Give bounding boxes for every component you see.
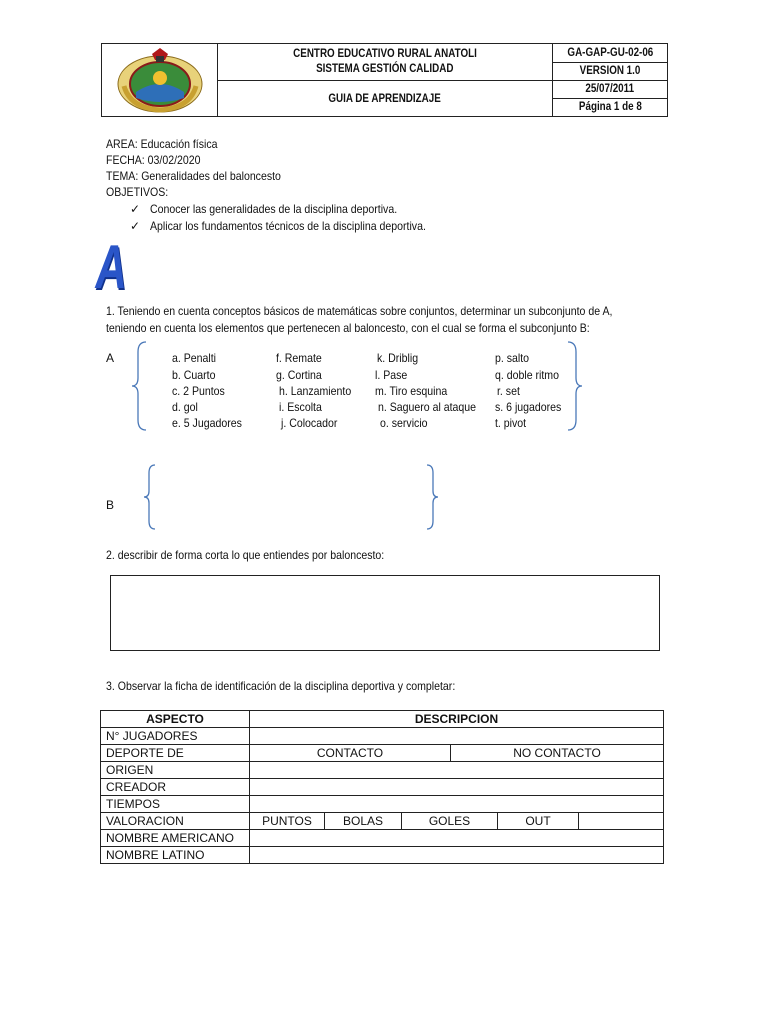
section-a-badge [91, 233, 140, 302]
table-row [101, 728, 664, 745]
row-label: NOMBRE LATINO [101, 847, 250, 864]
set-element: g. Cortina [276, 368, 322, 382]
set-a-label: A [106, 351, 115, 365]
row-label: TIEMPOS [101, 796, 250, 813]
school-crest-logo [116, 46, 204, 116]
checkmark-icon: ✓ [130, 219, 141, 233]
option-contacto[interactable]: CONTACTO [250, 745, 451, 761]
set-element: m. Tiro esquina [375, 384, 448, 398]
objective-item [130, 201, 431, 217]
row-label: DEPORTE DE [101, 745, 250, 762]
school-name: CENTRO EDUCATIVO RURAL ANATOLI [292, 46, 477, 60]
system-name: SISTEMA GESTIÓN CALIDAD [315, 61, 454, 75]
set-a-right-brace [564, 340, 584, 432]
set-element: e. 5 Jugadores [172, 416, 242, 430]
set-element: c. 2 Puntos [172, 384, 225, 398]
set-element: t. pivot [495, 416, 527, 430]
sport-identification-table [100, 710, 664, 864]
set-element: f. Remate [276, 351, 322, 365]
set-element: r. set [497, 384, 520, 398]
set-element: i. Escolta [279, 400, 322, 414]
answer-cell[interactable] [250, 762, 664, 779]
set-element: p. salto [495, 351, 530, 365]
objective-text: Conocer las generalidades de la disciplina deportiva. [150, 202, 398, 216]
table-row [101, 796, 664, 813]
deporte-de-options [250, 745, 664, 762]
set-b-left-brace [142, 463, 158, 531]
answer-cell[interactable] [250, 830, 664, 847]
question-2-text: 2. describir de forma corta lo que entiendes por baloncesto: [106, 548, 385, 562]
option-blank[interactable] [579, 813, 664, 829]
set-element: l. Pase [375, 368, 408, 382]
set-b-answer-area[interactable] [160, 466, 422, 528]
set-element: b. Cuarto [172, 368, 216, 382]
row-label: VALORACION [101, 813, 250, 830]
document-code: GA-GAP-GU-02-06 [567, 45, 653, 59]
objective-text: Aplicar los fundamentos técnicos de la disciplina deportiva. [150, 219, 426, 233]
objetivos-label: OBJETIVOS: [106, 185, 169, 199]
set-element: o. servicio [380, 416, 428, 430]
option-bolas[interactable]: BOLAS [325, 813, 402, 829]
set-element: h. Lanzamiento [279, 384, 352, 398]
row-label: NOMBRE AMERICANO [101, 830, 250, 847]
section-a-letter: A [91, 233, 132, 302]
row-label: ORIGEN [101, 762, 250, 779]
row-label: N° JUGADORES [101, 728, 250, 745]
question-1-line-1: 1. Teniendo en cuenta conceptos básicos de matemáticas sobre conjuntos, determinar un subconjunto de A, [106, 304, 613, 318]
document-header [101, 43, 668, 117]
checkmark-icon: ✓ [130, 202, 141, 216]
table-header-aspecto: ASPECTO [101, 711, 250, 728]
answer-cell[interactable] [250, 779, 664, 796]
answer-cell[interactable] [250, 728, 664, 745]
document-title: GUIA DE APRENDIZAJE [328, 91, 441, 105]
valoracion-options [250, 813, 664, 830]
page-number: Página 1 de 8 [578, 99, 642, 113]
question-1-line-2: teniendo en cuenta los elementos que pertenecen al baloncesto, con el cual se forma el subconjunto B: [106, 321, 590, 335]
tema-line: TEMA: Generalidades del baloncesto [106, 169, 281, 183]
document-date: 25/07/2011 [585, 81, 635, 95]
set-element: a. Penalti [172, 351, 217, 365]
set-element: j. Colocador [281, 416, 338, 430]
set-a-left-brace [130, 340, 150, 432]
table-header-row [101, 711, 664, 728]
set-element: q. doble ritmo [495, 368, 559, 382]
option-out[interactable]: OUT [498, 813, 579, 829]
set-b-right-brace [424, 463, 440, 531]
option-no-contacto[interactable]: NO CONTACTO [513, 746, 601, 760]
fecha-line: FECHA: 03/02/2020 [106, 153, 201, 167]
table-row [101, 779, 664, 796]
set-b-label: B [106, 498, 115, 512]
answer-cell[interactable] [250, 847, 664, 864]
document-version: VERSION 1.0 [579, 63, 641, 77]
row-label: CREADOR [101, 779, 250, 796]
answer-cell[interactable] [250, 796, 664, 813]
table-row [101, 745, 664, 762]
option-goles[interactable]: GOLES [402, 813, 498, 829]
table-row [101, 847, 664, 864]
table-header-descripcion: DESCRIPCION [250, 711, 664, 728]
objective-item [130, 218, 464, 234]
table-row [101, 830, 664, 847]
question-3-text: 3. Observar la ficha de identificación de la disciplina deportiva y completar: [106, 679, 456, 693]
set-element: s. 6 jugadores [495, 400, 562, 414]
set-element: k. Driblig [377, 351, 419, 365]
question-2-answer-box[interactable] [110, 575, 660, 651]
table-row [101, 762, 664, 779]
option-puntos[interactable]: PUNTOS [250, 813, 325, 829]
area-line: AREA: Educación física [106, 137, 218, 151]
set-element: d. gol [172, 400, 198, 414]
table-row [101, 813, 664, 830]
set-element: n. Saguero al ataque [378, 400, 477, 414]
